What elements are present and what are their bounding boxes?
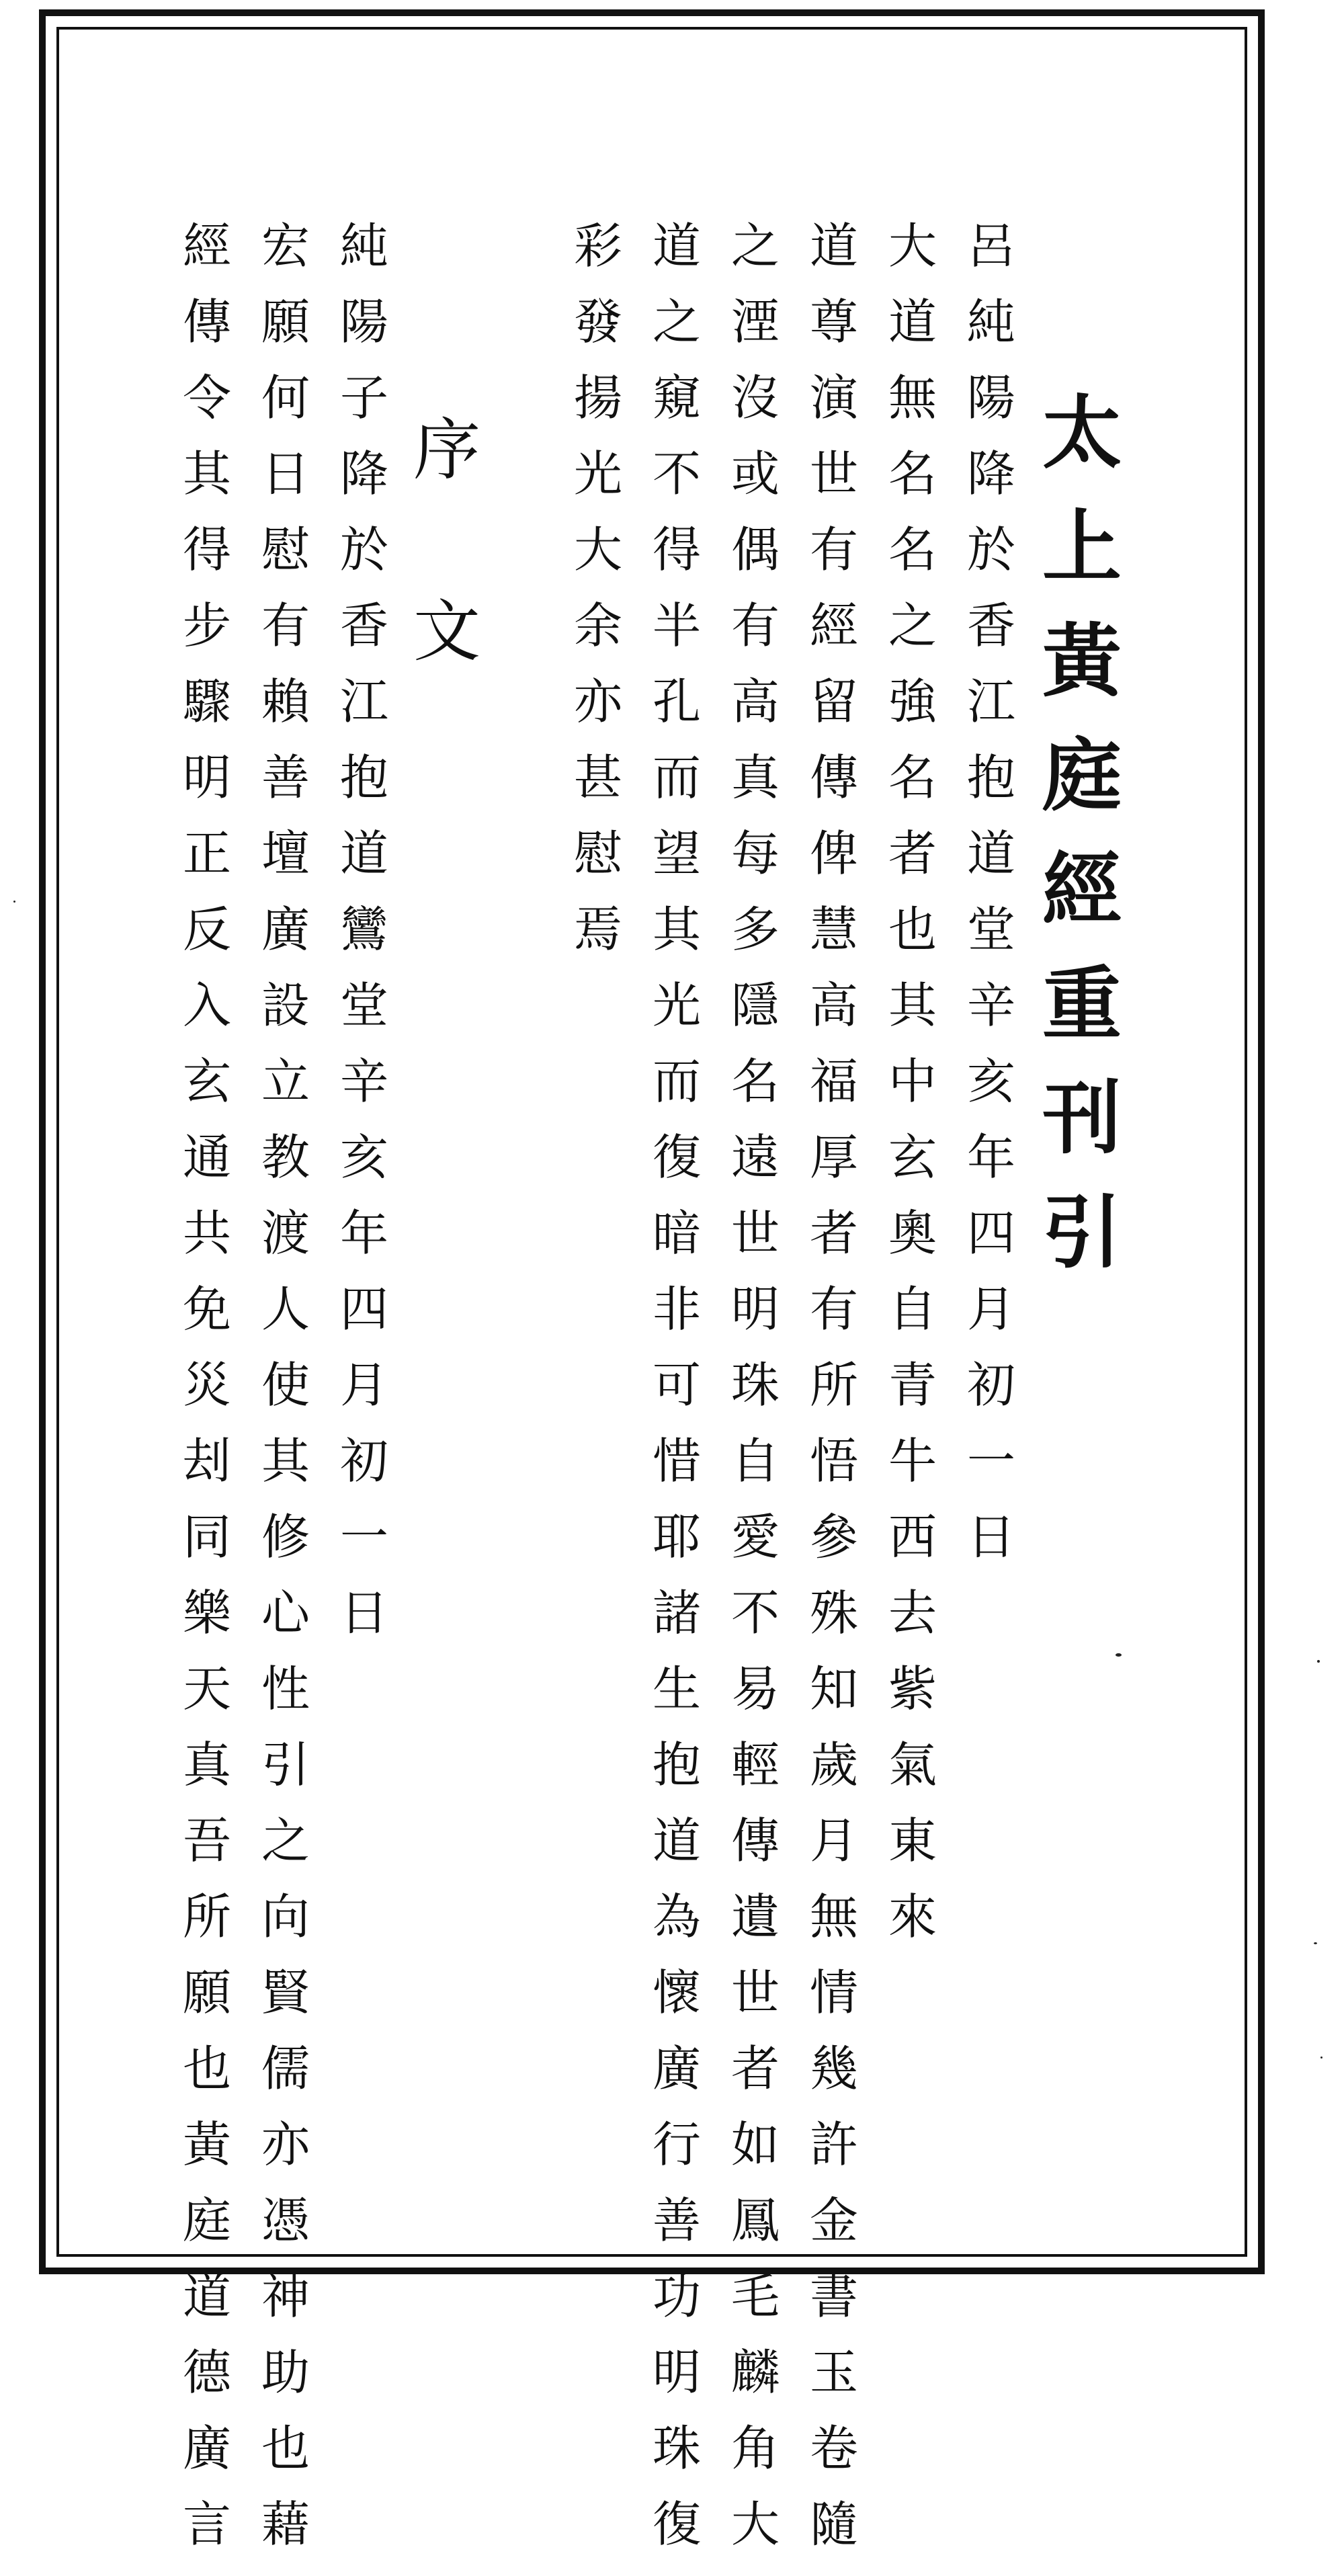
glyph: 序 bbox=[413, 411, 480, 489]
glyph: 道 bbox=[339, 825, 388, 882]
glyph: 亦 bbox=[573, 673, 622, 730]
preface-line-1 bbox=[327, 218, 401, 1665]
glyph: 高 bbox=[809, 977, 858, 1034]
glyph: 善 bbox=[652, 2192, 701, 2249]
glyph: 刊 bbox=[1042, 1071, 1122, 1165]
glyph: 亥 bbox=[966, 1053, 1015, 1110]
glyph: 者 bbox=[809, 1205, 858, 1261]
glyph: 明 bbox=[730, 1281, 780, 1337]
glyph: 玄 bbox=[182, 1053, 231, 1110]
glyph: 經 bbox=[1042, 843, 1122, 936]
glyph: 正 bbox=[182, 825, 231, 882]
glyph: 輕 bbox=[730, 1737, 780, 1793]
glyph: 四 bbox=[339, 1281, 388, 1337]
glyph: 奧 bbox=[888, 1205, 937, 1261]
glyph: 月 bbox=[966, 1281, 1015, 1337]
glyph: 災 bbox=[182, 1357, 231, 1413]
preface-line-3 bbox=[170, 218, 244, 2576]
glyph: 庭 bbox=[1042, 729, 1122, 822]
intro-line-6 bbox=[561, 218, 635, 981]
glyph: 世 bbox=[730, 1205, 780, 1261]
glyph: 樂 bbox=[182, 1585, 231, 1641]
glyph: 名 bbox=[888, 522, 937, 578]
glyph: 自 bbox=[730, 1433, 780, 1489]
glyph: 其 bbox=[182, 446, 231, 502]
glyph: 月 bbox=[809, 1813, 858, 1869]
glyph: 純 bbox=[966, 294, 1015, 350]
glyph: 揚 bbox=[573, 370, 622, 426]
preface-heading bbox=[410, 411, 484, 780]
glyph: 湮 bbox=[730, 294, 780, 350]
glyph: 青 bbox=[888, 1357, 937, 1413]
glyph: 許 bbox=[809, 2116, 858, 2173]
glyph: 而 bbox=[652, 1053, 701, 1110]
intro-line-4 bbox=[718, 218, 792, 2576]
glyph: 諸 bbox=[652, 1585, 701, 1641]
glyph: 黃 bbox=[182, 2116, 231, 2173]
glyph: 珠 bbox=[730, 1357, 780, 1413]
glyph: 福 bbox=[809, 1053, 858, 1110]
glyph: 光 bbox=[652, 977, 701, 1034]
glyph: 願 bbox=[182, 1964, 231, 2021]
glyph: 賴 bbox=[261, 673, 310, 730]
glyph: 所 bbox=[182, 1888, 231, 1945]
glyph: 名 bbox=[730, 1053, 780, 1110]
glyph: 亥 bbox=[339, 1129, 388, 1186]
glyph: 道 bbox=[966, 825, 1015, 882]
glyph: 之 bbox=[888, 597, 937, 654]
glyph: 也 bbox=[261, 2420, 310, 2477]
glyph: 傳 bbox=[730, 1813, 780, 1869]
glyph: 文 bbox=[413, 592, 480, 671]
glyph: 如 bbox=[730, 2116, 780, 2173]
glyph: 名 bbox=[888, 446, 937, 502]
glyph: 初 bbox=[966, 1357, 1015, 1413]
glyph: 道 bbox=[652, 1813, 701, 1869]
glyph: 之 bbox=[730, 218, 780, 274]
glyph: 功 bbox=[652, 2268, 701, 2325]
glyph: 堂 bbox=[339, 977, 388, 1034]
glyph: 日 bbox=[261, 446, 310, 502]
glyph: 太 bbox=[1042, 386, 1122, 479]
glyph: 反 bbox=[182, 901, 231, 958]
glyph: 孔 bbox=[652, 673, 701, 730]
glyph: 得 bbox=[652, 522, 701, 578]
glyph: 明 bbox=[182, 749, 231, 806]
intro-line-2 bbox=[876, 218, 950, 1968]
glyph: 西 bbox=[888, 1509, 937, 1565]
glyph: 沒 bbox=[730, 370, 780, 426]
glyph: 玄 bbox=[888, 1129, 937, 1186]
glyph: 愛 bbox=[730, 1509, 780, 1565]
glyph: 麟 bbox=[730, 2344, 780, 2401]
glyph: 何 bbox=[261, 370, 310, 426]
glyph: 宏 bbox=[261, 218, 310, 274]
glyph: 參 bbox=[809, 1509, 858, 1565]
glyph: 抱 bbox=[339, 749, 388, 806]
glyph: 行 bbox=[652, 2116, 701, 2173]
glyph: 呂 bbox=[966, 218, 1015, 274]
glyph: 儒 bbox=[261, 2040, 310, 2097]
glyph: 免 bbox=[182, 1281, 231, 1337]
glyph: 復 bbox=[652, 2496, 701, 2552]
glyph: 非 bbox=[652, 1281, 701, 1337]
glyph: 吾 bbox=[182, 1813, 231, 1869]
glyph: 鸞 bbox=[339, 901, 388, 958]
glyph: 不 bbox=[730, 1585, 780, 1641]
glyph: 同 bbox=[182, 1509, 231, 1565]
page-title bbox=[1042, 386, 1122, 1307]
glyph: 廣 bbox=[652, 2040, 701, 2097]
glyph: 於 bbox=[339, 522, 388, 578]
preface-line-2 bbox=[249, 218, 323, 2576]
glyph: 願 bbox=[261, 294, 310, 350]
glyph: 傳 bbox=[809, 749, 858, 806]
glyph: 有 bbox=[809, 1281, 858, 1337]
glyph: 之 bbox=[261, 1813, 310, 1869]
glyph: 日 bbox=[339, 1585, 388, 1641]
glyph: 而 bbox=[652, 749, 701, 806]
glyph: 不 bbox=[652, 446, 701, 502]
glyph: 令 bbox=[182, 370, 231, 426]
glyph: 陽 bbox=[339, 294, 388, 350]
glyph: 刦 bbox=[182, 1433, 231, 1489]
glyph: 道 bbox=[182, 2268, 231, 2325]
glyph: 偶 bbox=[730, 522, 780, 578]
glyph: 慰 bbox=[261, 522, 310, 578]
glyph: 發 bbox=[573, 294, 622, 350]
glyph: 世 bbox=[730, 1964, 780, 2021]
glyph: 可 bbox=[652, 1357, 701, 1413]
glyph: 玉 bbox=[809, 2344, 858, 2401]
glyph: 立 bbox=[261, 1053, 310, 1110]
glyph: 引 bbox=[261, 1737, 310, 1793]
glyph: 惜 bbox=[652, 1433, 701, 1489]
glyph: 也 bbox=[182, 2040, 231, 2097]
glyph: 角 bbox=[730, 2420, 780, 2477]
glyph: 天 bbox=[182, 1661, 231, 1717]
glyph: 月 bbox=[339, 1357, 388, 1413]
glyph: 東 bbox=[888, 1813, 937, 1869]
glyph: 經 bbox=[809, 597, 858, 654]
glyph: 憑 bbox=[261, 2192, 310, 2249]
glyph: 亦 bbox=[261, 2116, 310, 2173]
glyph: 留 bbox=[809, 673, 858, 730]
glyph: 德 bbox=[182, 2344, 231, 2401]
intro-line-1 bbox=[954, 218, 1028, 1589]
glyph: 紫 bbox=[888, 1661, 937, 1717]
glyph: 其 bbox=[888, 977, 937, 1034]
glyph: 步 bbox=[182, 597, 231, 654]
glyph: 設 bbox=[261, 977, 310, 1034]
glyph: 共 bbox=[182, 1205, 231, 1261]
glyph: 隨 bbox=[809, 2496, 858, 2552]
glyph: 初 bbox=[339, 1433, 388, 1489]
glyph: 易 bbox=[730, 1661, 780, 1717]
glyph: 大 bbox=[573, 522, 622, 578]
glyph: 廣 bbox=[182, 2420, 231, 2477]
glyph: 尊 bbox=[809, 294, 858, 350]
glyph: 四 bbox=[966, 1205, 1015, 1261]
glyph: 慰 bbox=[573, 825, 622, 882]
glyph: 大 bbox=[888, 218, 937, 274]
glyph: 江 bbox=[966, 673, 1015, 730]
glyph: 來 bbox=[888, 1888, 937, 1945]
glyph: 卷 bbox=[809, 2420, 858, 2477]
glyph: 道 bbox=[888, 294, 937, 350]
glyph: 演 bbox=[809, 370, 858, 426]
glyph: 焉 bbox=[573, 901, 622, 958]
intro-line-3 bbox=[797, 218, 871, 2576]
glyph: 自 bbox=[888, 1281, 937, 1337]
glyph: 悟 bbox=[809, 1433, 858, 1489]
glyph: 其 bbox=[261, 1433, 310, 1489]
glyph: 真 bbox=[730, 749, 780, 806]
glyph: 遠 bbox=[730, 1129, 780, 1186]
glyph: 世 bbox=[809, 446, 858, 502]
glyph: 其 bbox=[652, 901, 701, 958]
glyph: 毛 bbox=[730, 2268, 780, 2325]
glyph: 江 bbox=[339, 673, 388, 730]
glyph: 一 bbox=[966, 1433, 1015, 1489]
glyph: 有 bbox=[809, 522, 858, 578]
glyph: 懷 bbox=[652, 1964, 701, 2021]
glyph: 無 bbox=[888, 370, 937, 426]
glyph: 牛 bbox=[888, 1433, 937, 1489]
glyph: 一 bbox=[339, 1509, 388, 1565]
glyph: 助 bbox=[261, 2344, 310, 2401]
glyph: 經 bbox=[182, 218, 231, 274]
glyph: 暗 bbox=[652, 1205, 701, 1261]
glyph: 賢 bbox=[261, 1964, 310, 2021]
glyph: 歲 bbox=[809, 1737, 858, 1793]
glyph: 隱 bbox=[730, 977, 780, 1034]
glyph: 名 bbox=[888, 749, 937, 806]
glyph: 性 bbox=[261, 1661, 310, 1717]
glyph: 珠 bbox=[652, 2420, 701, 2477]
glyph: 廣 bbox=[261, 901, 310, 958]
glyph: 年 bbox=[966, 1129, 1015, 1186]
glyph: 使 bbox=[261, 1357, 310, 1413]
glyph: 慧 bbox=[809, 901, 858, 958]
glyph: 入 bbox=[182, 977, 231, 1034]
glyph: 者 bbox=[888, 825, 937, 882]
glyph: 半 bbox=[652, 597, 701, 654]
glyph: 大 bbox=[730, 2496, 780, 2552]
glyph: 余 bbox=[573, 597, 622, 654]
glyph: 陽 bbox=[966, 370, 1015, 426]
glyph: 無 bbox=[809, 1888, 858, 1945]
glyph: 庭 bbox=[182, 2192, 231, 2249]
glyph: 年 bbox=[339, 1205, 388, 1261]
glyph: 望 bbox=[652, 825, 701, 882]
glyph: 厚 bbox=[809, 1129, 858, 1186]
glyph: 金 bbox=[809, 2192, 858, 2249]
glyph: 黃 bbox=[1042, 614, 1122, 708]
glyph: 善 bbox=[261, 749, 310, 806]
glyph: 通 bbox=[182, 1129, 231, 1186]
glyph: 復 bbox=[652, 1129, 701, 1186]
glyph: 明 bbox=[652, 2344, 701, 2401]
glyph: 辛 bbox=[339, 1053, 388, 1110]
glyph: 子 bbox=[339, 370, 388, 426]
glyph: 教 bbox=[261, 1129, 310, 1186]
glyph: 神 bbox=[261, 2268, 310, 2325]
glyph: 窺 bbox=[652, 370, 701, 426]
glyph: 強 bbox=[888, 673, 937, 730]
glyph: 中 bbox=[888, 1053, 937, 1110]
glyph: 俾 bbox=[809, 825, 858, 882]
glyph: 重 bbox=[1042, 957, 1122, 1050]
glyph: 每 bbox=[730, 825, 780, 882]
glyph: 心 bbox=[261, 1585, 310, 1641]
glyph: 香 bbox=[966, 597, 1015, 654]
glyph: 辛 bbox=[966, 977, 1015, 1034]
glyph: 真 bbox=[182, 1737, 231, 1793]
glyph: 於 bbox=[966, 522, 1015, 578]
glyph: 幾 bbox=[809, 2040, 858, 2097]
glyph: 引 bbox=[1042, 1186, 1122, 1279]
glyph: 知 bbox=[809, 1661, 858, 1717]
glyph: 人 bbox=[261, 1281, 310, 1337]
glyph: 傳 bbox=[182, 294, 231, 350]
glyph: 道 bbox=[809, 218, 858, 274]
glyph: 降 bbox=[966, 446, 1015, 502]
glyph: 驟 bbox=[182, 673, 231, 730]
glyph: 之 bbox=[652, 294, 701, 350]
glyph: 書 bbox=[809, 2268, 858, 2325]
glyph: 藉 bbox=[261, 2496, 310, 2552]
glyph: 堂 bbox=[966, 901, 1015, 958]
glyph: 日 bbox=[966, 1509, 1015, 1565]
glyph: 氣 bbox=[888, 1737, 937, 1793]
glyph: 彩 bbox=[573, 218, 622, 274]
glyph: 香 bbox=[339, 597, 388, 654]
glyph: 者 bbox=[730, 2040, 780, 2097]
glyph: 渡 bbox=[261, 1205, 310, 1261]
glyph: 抱 bbox=[652, 1737, 701, 1793]
glyph: 生 bbox=[652, 1661, 701, 1717]
glyph: 鳳 bbox=[730, 2192, 780, 2249]
glyph: 去 bbox=[888, 1585, 937, 1641]
glyph: 殊 bbox=[809, 1585, 858, 1641]
glyph: 得 bbox=[182, 522, 231, 578]
glyph: 壇 bbox=[261, 825, 310, 882]
glyph: 也 bbox=[888, 901, 937, 958]
glyph: 修 bbox=[261, 1509, 310, 1565]
glyph: 降 bbox=[339, 446, 388, 502]
glyph: 遺 bbox=[730, 1888, 780, 1945]
glyph: 純 bbox=[339, 218, 388, 274]
glyph: 抱 bbox=[966, 749, 1015, 806]
glyph: 言 bbox=[182, 2496, 231, 2552]
glyph: 甚 bbox=[573, 749, 622, 806]
glyph: 道 bbox=[652, 218, 701, 274]
glyph: 有 bbox=[730, 597, 780, 654]
glyph: 耶 bbox=[652, 1509, 701, 1565]
glyph: 多 bbox=[730, 901, 780, 958]
glyph: 為 bbox=[652, 1888, 701, 1945]
glyph: 有 bbox=[261, 597, 310, 654]
intro-line-5 bbox=[640, 218, 714, 2576]
glyph: 高 bbox=[730, 673, 780, 730]
glyph: 情 bbox=[809, 1964, 858, 2021]
glyph: 上 bbox=[1042, 500, 1122, 593]
glyph: 所 bbox=[809, 1357, 858, 1413]
glyph: 光 bbox=[573, 446, 622, 502]
glyph: 向 bbox=[261, 1888, 310, 1945]
glyph: 或 bbox=[730, 446, 780, 502]
